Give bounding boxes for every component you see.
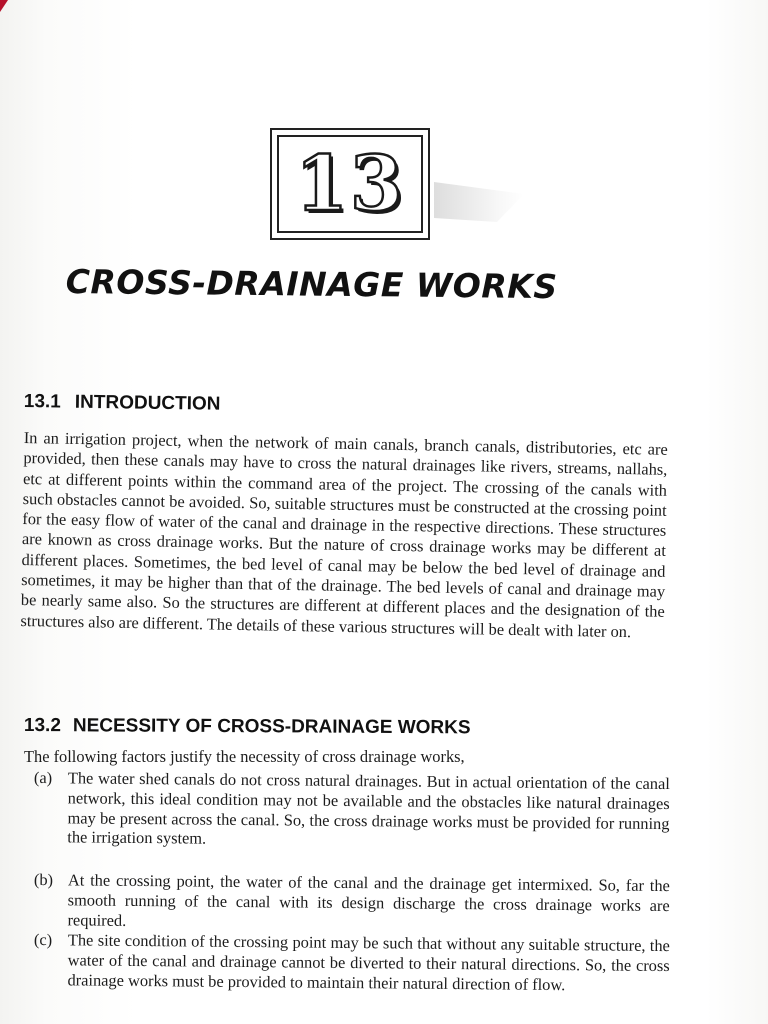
factor-list bbox=[33, 768, 670, 856]
list-item-marker: (b) bbox=[33, 870, 54, 890]
page-corner-mark bbox=[0, 0, 8, 12]
section-heading-necessity bbox=[24, 715, 471, 739]
list-item-marker: (a) bbox=[33, 768, 53, 788]
chapter-number-box bbox=[270, 128, 430, 240]
list-item bbox=[33, 870, 670, 935]
list-item bbox=[33, 930, 670, 995]
list-item bbox=[33, 768, 670, 853]
chapter-title: CROSS-DRAINAGE WORKS bbox=[65, 262, 558, 307]
scan-smudge bbox=[434, 182, 524, 222]
section-title: INTRODUCTION bbox=[74, 391, 221, 415]
list-item-text: The water shed canals do not cross natural drainages. But in actual orientation of the canal network, this ideal condition may not be available and the obstacles like natural drainages may be present across the canal. So, the cross drainage works must be provided for running the irrigation system. bbox=[67, 768, 670, 849]
section-number: 13.1 bbox=[23, 391, 61, 413]
section-number: 13.2 bbox=[23, 715, 61, 737]
chapter-number: 13 bbox=[295, 139, 405, 228]
factor-list bbox=[33, 870, 670, 938]
list-item-text: At the crossing point, the water of the canal and the drainage get intermixed. So, far the smooth running of the canal with its design discharge the cross drainage works are required. bbox=[67, 870, 670, 930]
chapter-number-frame bbox=[277, 135, 423, 233]
section-title: NECESSITY OF CROSS-DRAINAGE WORKS bbox=[72, 715, 471, 739]
list-item-marker: (c) bbox=[33, 930, 53, 950]
introduction-paragraph: In an irrigation project, when the network of main canals, branch canals, distributories, etc are provided, then these canals may have to cross the natural drainages like rivers, streams, nallahs, etc at different points within the command area of the project. The crossing of the canals with such obstacles cannot be avoided. So, suitable structures must be constructed at the crossing point for the easy flow of water of the canal and drainage in the respective directions. These structures are known as cross drainage works. But the nature of cross drainage works may be different at different places. Sometimes, the bed level of canal may be below the bed level of drainage and sometimes, it may be higher than that of the drainage. The bed levels of canal and drainage may be nearly same also. So the structures are different at different places and the designation of the structures also are different. The details of these various structures will be dealt with later on. bbox=[20, 428, 668, 641]
section-heading-introduction bbox=[24, 391, 221, 416]
list-item-text: The site condition of the crossing point may be such that without any suitable structure, the water of the canal and drainage cannot be diverted to their natural directions. So, the cross drainage works must be provided to maintain their natural direction of flow. bbox=[67, 930, 670, 994]
factor-list bbox=[33, 930, 670, 998]
necessity-lead-sentence: The following factors justify the necessity of cross drainage works, bbox=[24, 747, 465, 766]
